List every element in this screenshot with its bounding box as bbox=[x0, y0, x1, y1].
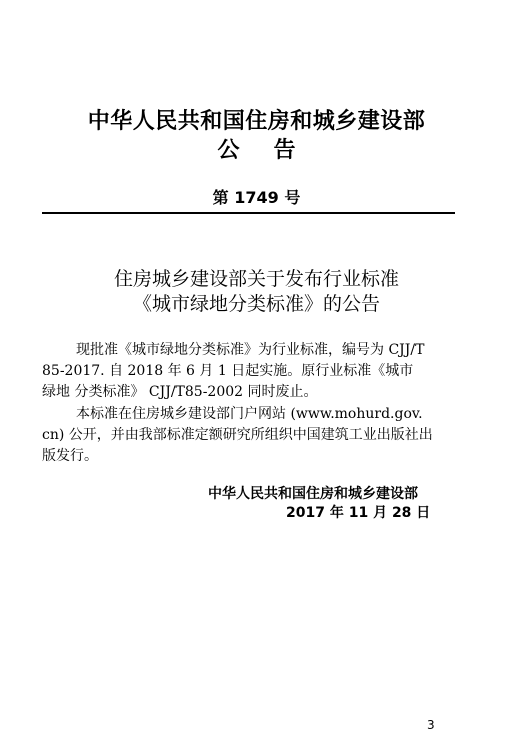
body-paragraph-2-line: 版发行。 bbox=[42, 448, 98, 464]
signature-issuer: 中华人民共和国住房和城乡建设部 bbox=[208, 486, 418, 502]
signature-date: 2017 年 11 月 28 日 bbox=[286, 505, 431, 521]
body-paragraph-1-line: 现批准《城市绿地分类标准》为行业标准，编号为 CJJ/T bbox=[76, 342, 425, 358]
page-number: 3 bbox=[427, 718, 435, 732]
body-paragraph-2-line: cn) 公开，并由我部标准定额研究所组织中国建筑工业出版社出 bbox=[42, 427, 433, 443]
body-paragraph-1-line: 绿地 分类标准》 CJJ/T85-2002 同时废止。 bbox=[42, 384, 318, 400]
subject-title-line-1: 住房城乡建设部关于发布行业标准 bbox=[113, 268, 399, 290]
body-paragraph-2-line: 本标准在住房城乡建设部门户网站 (www.mohurd.gov. bbox=[76, 406, 423, 422]
announcement-number: 第 1749 号 bbox=[212, 188, 301, 207]
body-paragraph-1-line: 85-2017. 自 2018 年 6 月 1 日起实施。原行业标准《城市 bbox=[42, 363, 414, 379]
ministry-title: 中华人民共和国住房和城乡建设部 bbox=[87, 109, 426, 134]
announcement-label: 公告 bbox=[217, 138, 330, 163]
header-divider bbox=[42, 212, 455, 214]
subject-title-line-2: 《城市绿地分类标准》的公告 bbox=[132, 293, 380, 315]
